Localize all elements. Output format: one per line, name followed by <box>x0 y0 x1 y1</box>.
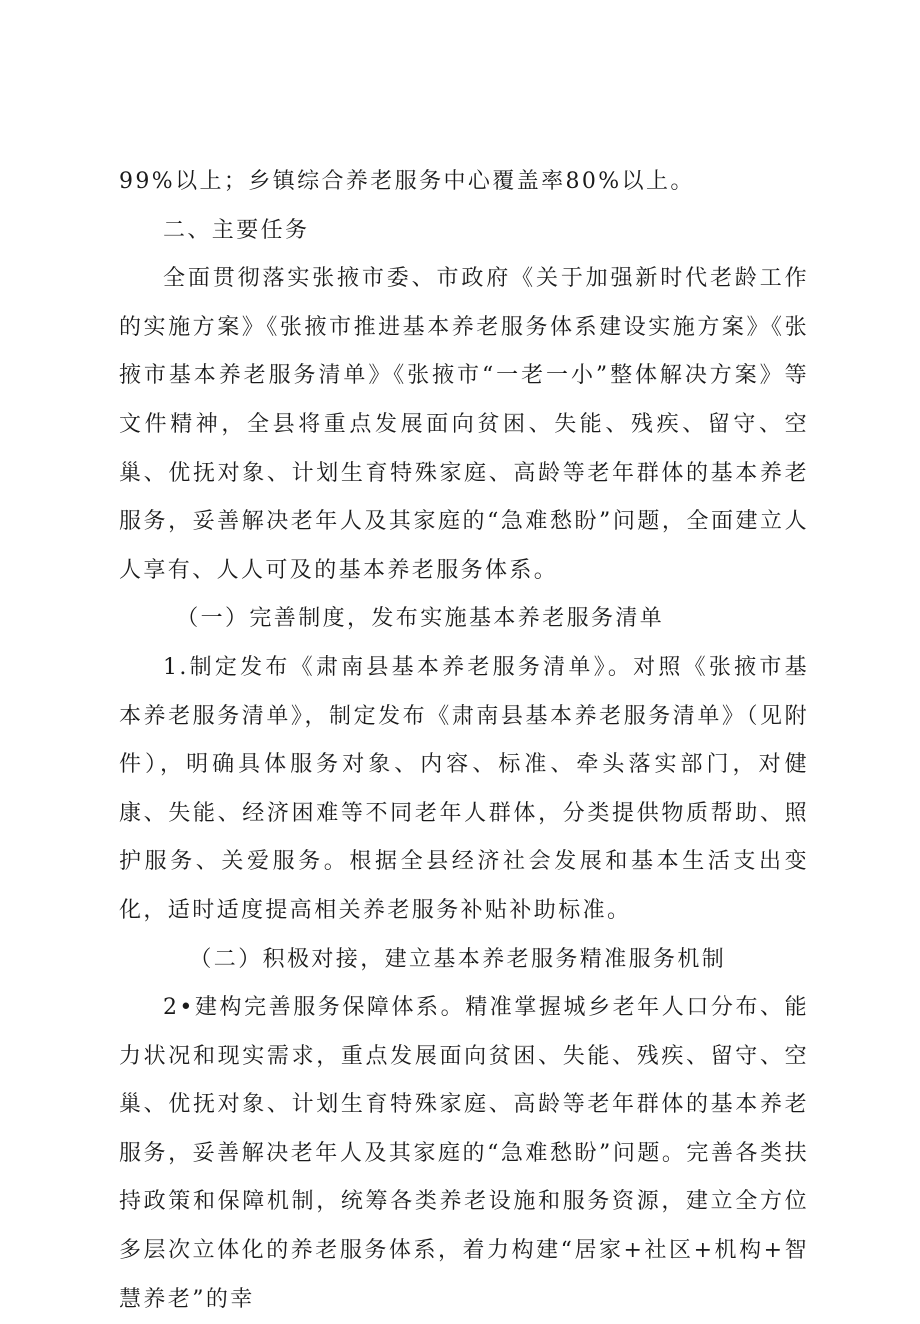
paragraph-continuation: 99%以上；乡镇综合养老服务中心覆盖率80%以上。 <box>119 169 695 194</box>
document-body <box>119 158 809 1324</box>
subsection-heading-2: （二）积极对接，建立基本养老服务精准服务机制 <box>189 946 727 972</box>
paragraph-item-1: 1.制定发布《肃南县基本养老服务清单》。对照《张掖市基本养老服务清单》，制定发布《肃南县基本养老服务清单》（见附件），明确具体服务对象、内容、标准、牵头落实部门，对健康、失能、经济困难等不同老年人群体，分类提供物质帮助、照护服务、关爱服务。根据全县经济社会发展和基本生活支出变化，适时适度提高相关养老服务补贴补助标准。 <box>119 654 809 923</box>
subsection-heading-1: （一）完善制度，发布实施基本养老服务清单 <box>176 606 665 632</box>
paragraph-intro: 全面贯彻落实张掖市委、市政府《关于加强新时代老龄工作的实施方案》《张掖市推进基本养老服务体系建设实施方案》《张掖市基本养老服务清单》《张掖市“一老一小”整体解决方案》等文件精神，全县将重点发展面向贫困、失能、残疾、留守、空巢、优抚对象、计划生育特殊家庭、高龄等老年群体的基本养老服务，妥善解决老年人及其家庭的“急难愁盼”问题，全面建立人人享有、人人可及的基本养老服务体系。 <box>119 266 809 583</box>
paragraph-item-2: 2•建构完善服务保障体系。精准掌握城乡老年人口分布、能力状况和现实需求，重点发展面向贫困、失能、残疾、留守、空巢、优抚对象、计划生育特殊家庭、高龄等老年群体的基本养老服务，妥善解决老年人及其家庭的“急难愁盼”问题。完善各类扶持政策和保障机制，统筹各类养老设施和服务资源，建立全方位多层次立体化的养老服务体系，着力构建“居家+社区+机构+智慧养老”的幸 <box>119 995 809 1312</box>
section-heading-main-tasks: 二、主要任务 <box>163 217 310 243</box>
